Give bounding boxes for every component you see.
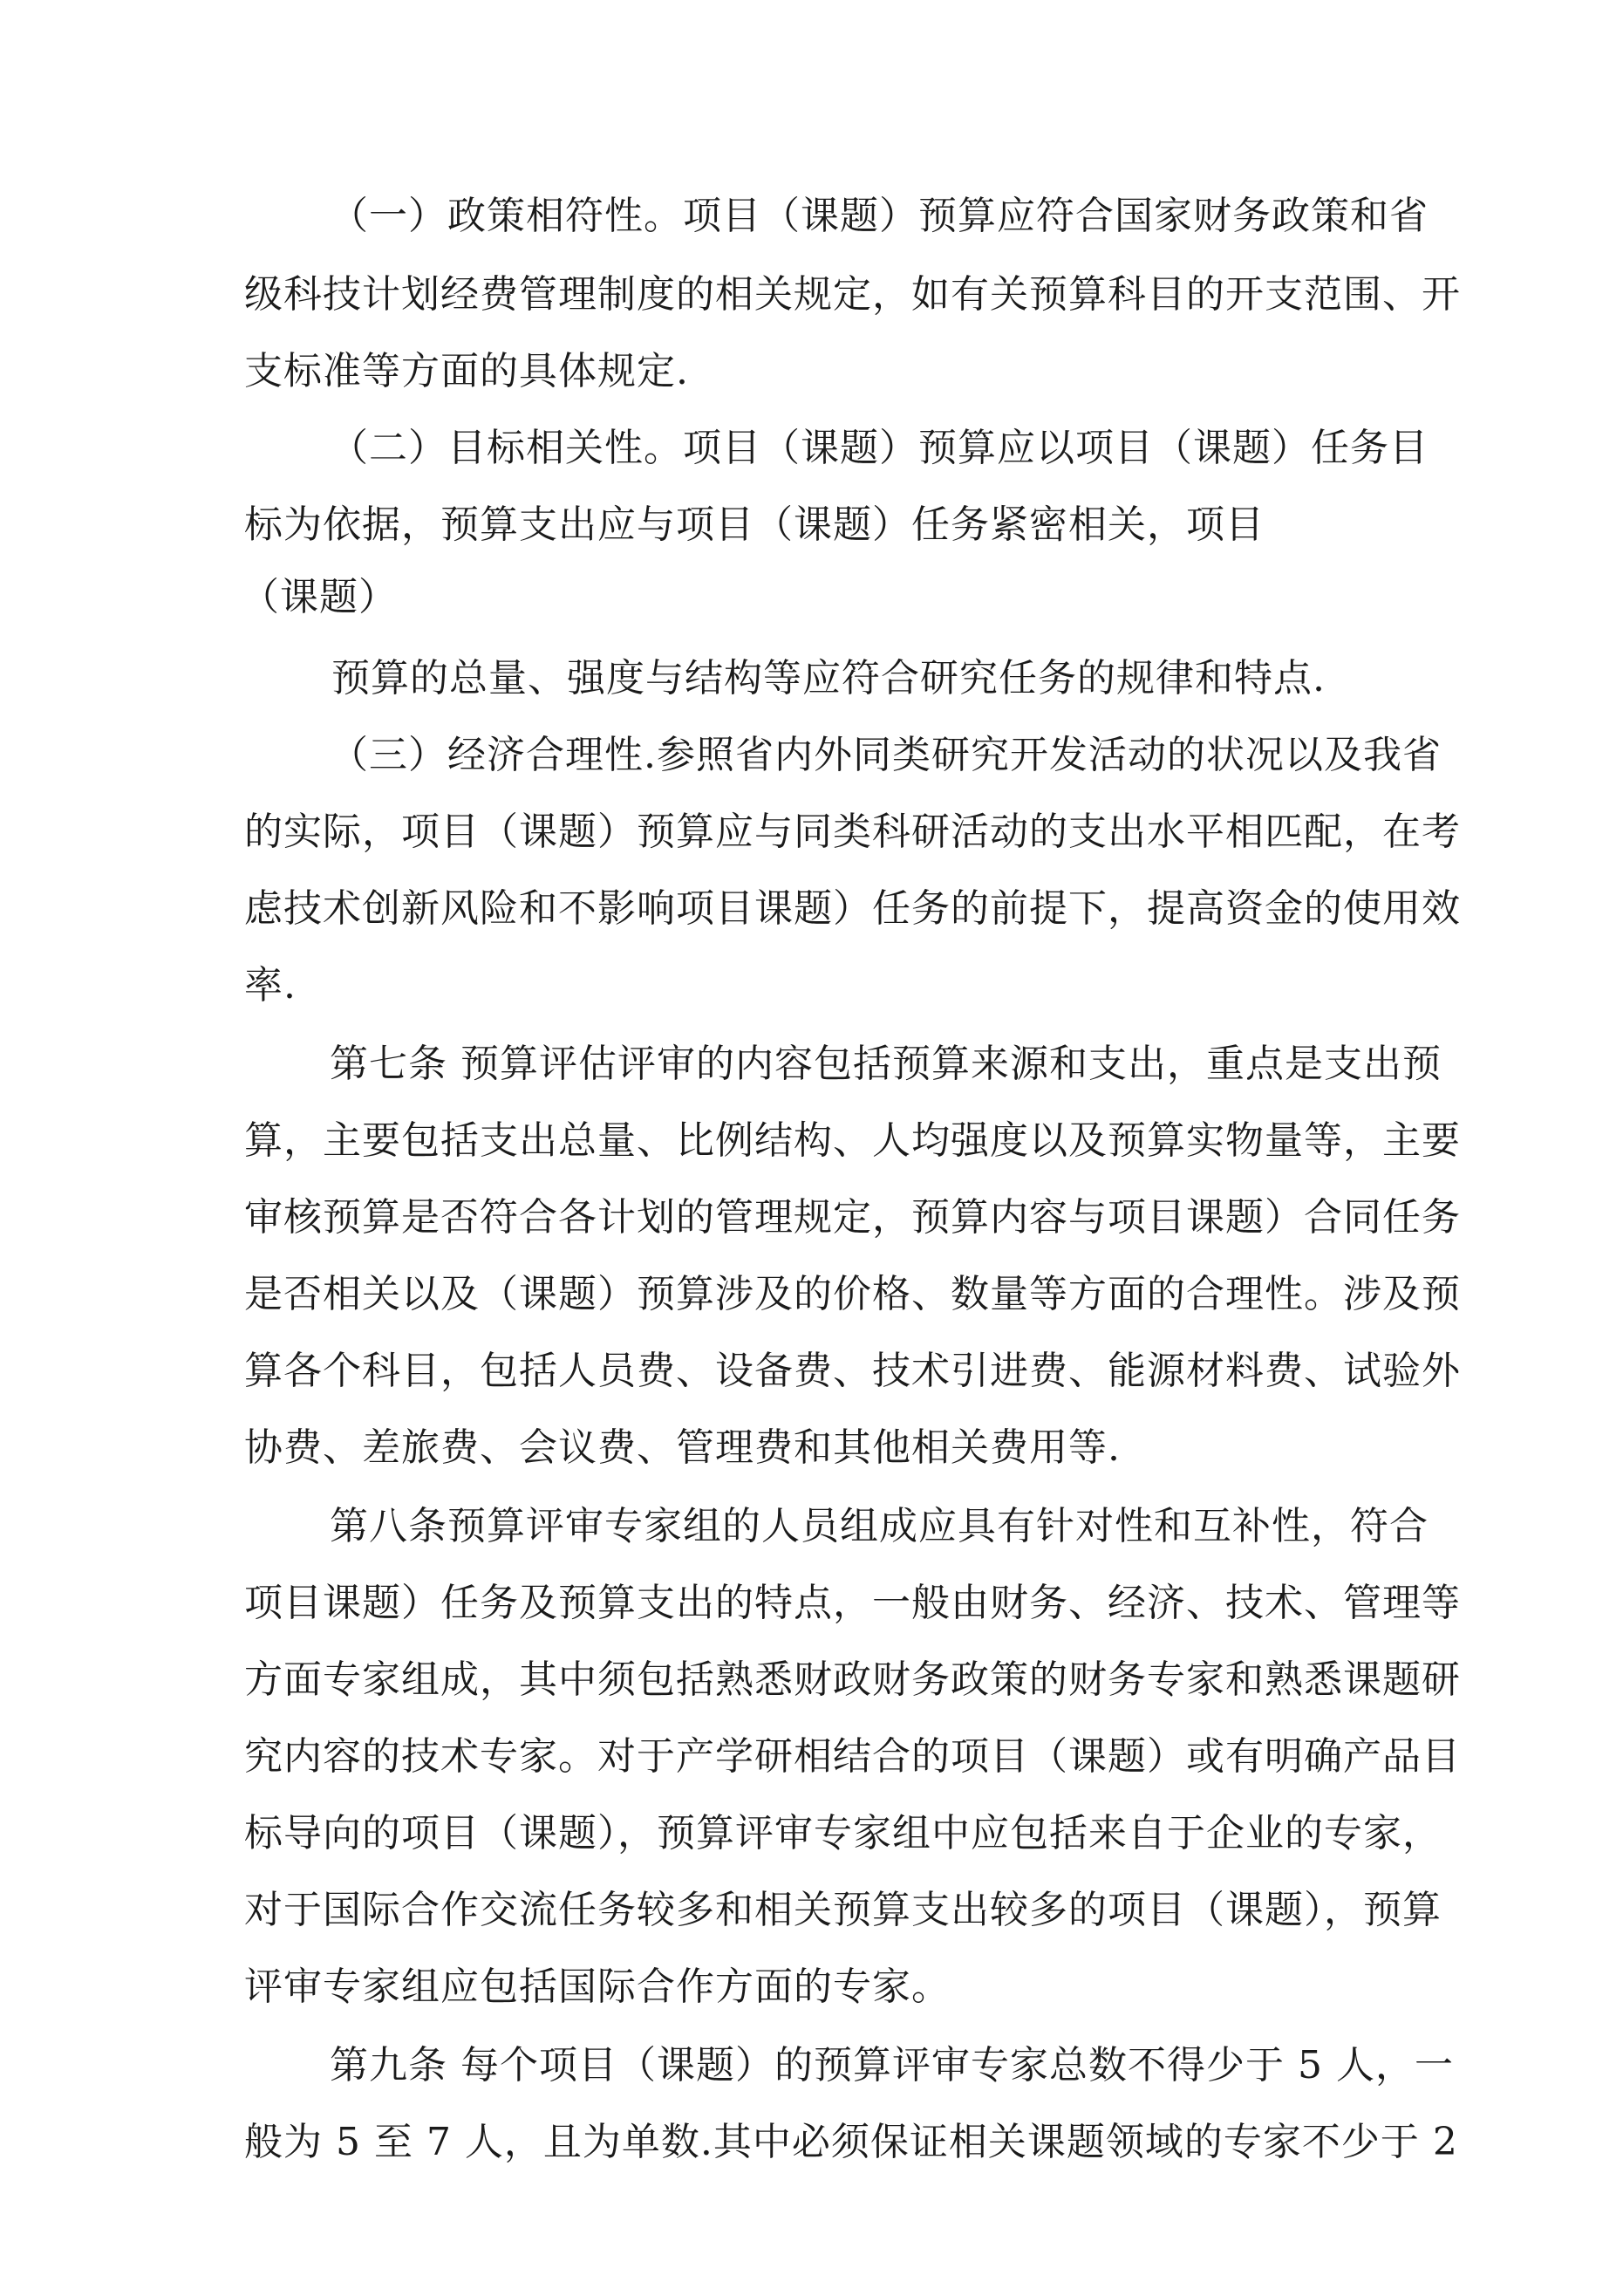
paragraph-4-line-1: （三）经济合理性.参照省内外同类研究开发活动的状况以及我省 (330, 733, 1442, 777)
paragraph-1-line-1: （一）政策相符性。项目（课题）预算应符合国家财务政策和省 (330, 194, 1429, 238)
article-8-line-3: 方面专家组成，其中须包括熟悉财政财务政策的财务专家和熟悉课题研 (244, 1657, 1461, 1702)
article-7-line-1: 第七条 预算评估评审的内容包括预算来源和支出，重点是支出预 (330, 1042, 1442, 1086)
paragraph-4-line-3: 虑技术创新风险和不影响项目课题）任务的前提下，提高资金的使用效 (244, 886, 1461, 931)
paragraph-2-line-3: （课题） (241, 575, 398, 619)
article-8-line-1: 第八条预算评审专家组的人员组成应具有针对性和互补性，符合 (330, 1504, 1429, 1548)
article-7-line-2: 算，主要包括支出总量、比例结构、人均强度以及预算实物量等，主要 (244, 1118, 1461, 1163)
article-8-line-4: 究内容的技术专家。对于产学研相结合的项目（课题）或有明确产品目 (244, 1734, 1461, 1779)
article-7-line-3: 审核预算是否符合各计划的管理规定，预算内容与项目课题）合同任务 (244, 1195, 1461, 1240)
paragraph-4-line-2: 的实际，项目（课题）预算应与同类科研活动的支出水平相匹配，在考 (244, 810, 1461, 854)
paragraph-2-line-1: （二）目标相关性。项目（课题）预算应以项目（课题）任务目 (330, 426, 1429, 470)
article-8-line-7: 评审专家组应包括国际合作方面的专家。 (244, 1965, 951, 2009)
article-7-line-4: 是否相关以及（课题）预算涉及的价格、数量等方面的合理性。涉及预 (244, 1272, 1461, 1316)
paragraph-1-line-3: 支标准等方面的具体规定. (244, 349, 689, 393)
article-8-line-2: 项目课题）任务及预算支出的特点，一般由财务、经济、技术、管理等 (244, 1581, 1461, 1625)
article-8-line-5: 标导向的项目（课题），预算评审专家组中应包括来自于企业的专家， (244, 1811, 1442, 1855)
paragraph-2-line-2: 标为依据，预算支出应与项目（课题）任务紧密相关，项目 (244, 502, 1265, 547)
article-9-line-2: 般为 5 至 7 人，且为单数.其中必须保证相关课题领域的专家不少于 2 (244, 2120, 1458, 2164)
paragraph-3-line-1: 预算的总量、强度与结构等应符合研究任务的规律和特点. (331, 656, 1326, 700)
article-7-line-5: 算各个科目，包括人员费、设备费、技术引进费、能源材料费、试验外 (244, 1349, 1461, 1393)
paragraph-1-line-2: 级科技计划经费管理制度的相关规定，如有关预算科目的开支范围、开 (244, 272, 1461, 317)
article-9-line-1: 第九条 每个项目（课题）的预算评审专家总数不得少于 5 人，一 (330, 2043, 1454, 2088)
article-7-line-6: 协费、差旅费、会议费、管理费和其他相关费用等. (244, 1425, 1121, 1470)
article-8-line-6: 对于国际合作交流任务较多和相关预算支出较多的项目（课题），预算 (244, 1888, 1442, 1932)
paragraph-4-line-4: 率. (244, 963, 297, 1008)
